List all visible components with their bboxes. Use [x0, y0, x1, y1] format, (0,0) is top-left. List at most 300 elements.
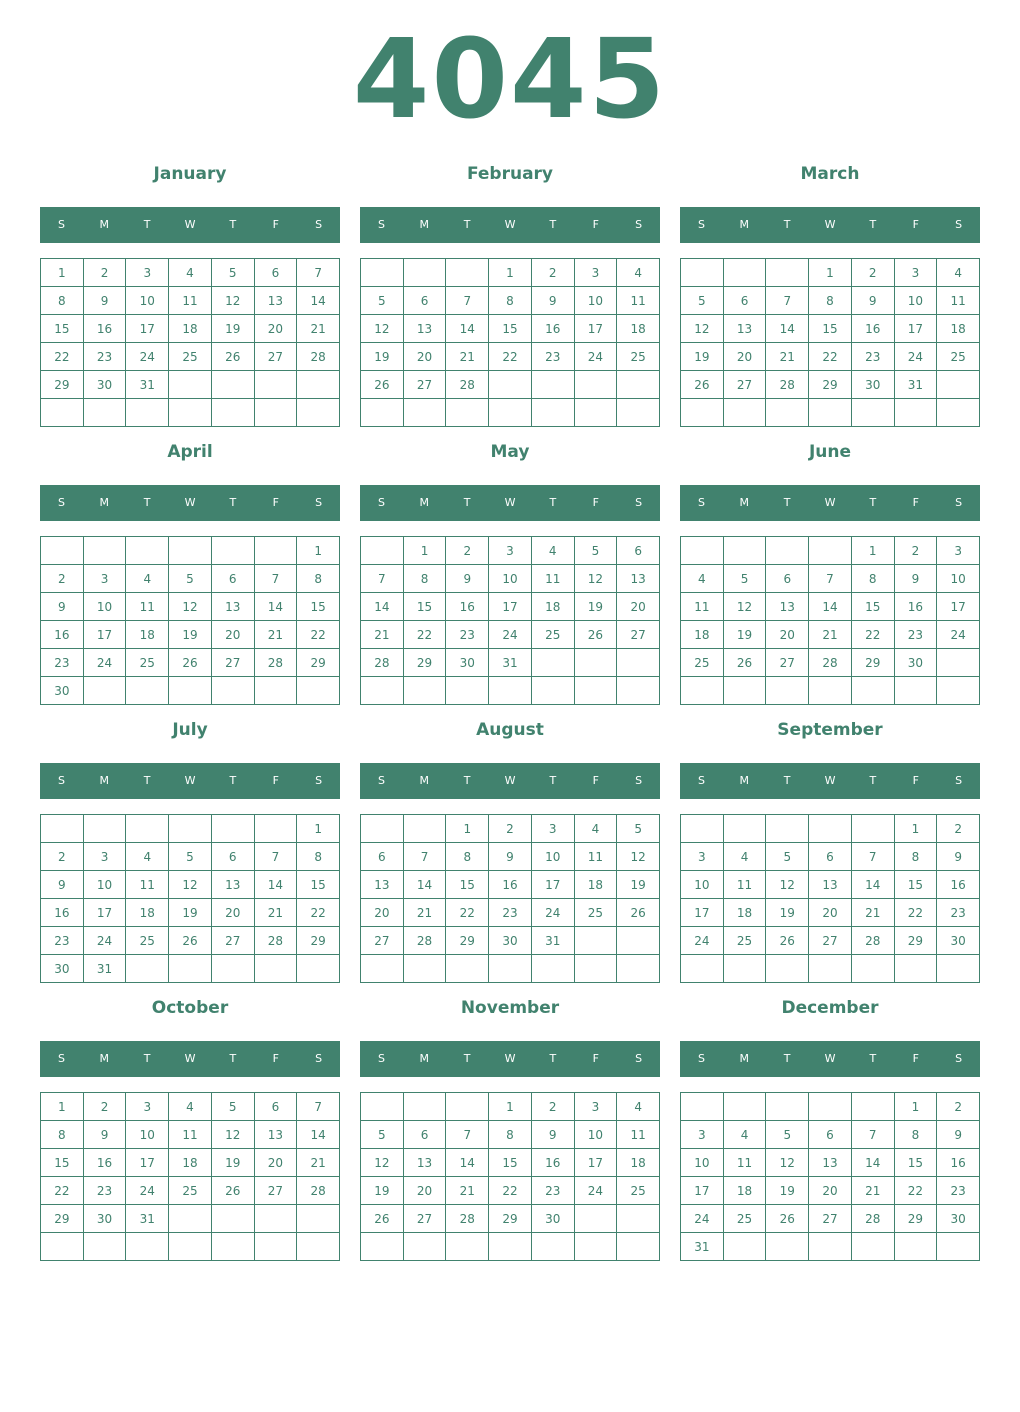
day-cell [255, 537, 298, 565]
day-cell: 18 [724, 899, 767, 927]
weekday-header: W [184, 496, 196, 509]
day-cell: 25 [126, 649, 169, 677]
day-cell: 5 [361, 1121, 404, 1149]
day-grid [680, 258, 980, 427]
day-cell: 9 [446, 565, 489, 593]
day-cell [617, 399, 660, 427]
weekday-header-bar [680, 207, 980, 243]
weekday-header: W [504, 774, 516, 787]
day-cell: 25 [617, 1177, 660, 1205]
day-cell [575, 677, 618, 705]
day-cell: 19 [361, 343, 404, 371]
day-cell: 30 [937, 1205, 980, 1233]
day-cell: 29 [404, 649, 447, 677]
weekday-header: M [739, 774, 750, 787]
day-cell [809, 815, 852, 843]
day-cell: 30 [532, 1205, 575, 1233]
weekday-header: S [697, 496, 705, 509]
day-cell: 17 [84, 621, 127, 649]
day-cell [169, 815, 212, 843]
day-cell [404, 1233, 447, 1261]
weekday-header: S [955, 774, 963, 787]
day-cell [255, 677, 298, 705]
day-cell: 19 [766, 899, 809, 927]
day-cell: 31 [681, 1233, 724, 1261]
day-cell: 29 [446, 927, 489, 955]
day-cell: 25 [617, 343, 660, 371]
day-cell: 22 [895, 899, 938, 927]
day-cell [489, 399, 532, 427]
day-cell: 14 [404, 871, 447, 899]
day-cell: 8 [852, 565, 895, 593]
day-cell: 20 [255, 1149, 298, 1177]
day-cell [766, 259, 809, 287]
day-cell: 9 [489, 843, 532, 871]
day-cell: 6 [212, 843, 255, 871]
day-cell: 1 [404, 537, 447, 565]
day-cell [255, 1233, 298, 1261]
day-cell: 3 [84, 565, 127, 593]
month-name: July [172, 720, 208, 740]
day-cell: 25 [724, 1205, 767, 1233]
weekday-header: S [377, 774, 385, 787]
day-cell: 16 [84, 1149, 127, 1177]
day-cell: 16 [41, 621, 84, 649]
day-cell [681, 677, 724, 705]
day-cell: 31 [532, 927, 575, 955]
day-cell: 9 [532, 287, 575, 315]
day-cell [404, 815, 447, 843]
day-cell [617, 927, 660, 955]
day-cell: 27 [212, 649, 255, 677]
day-cell: 12 [766, 871, 809, 899]
day-cell: 10 [681, 1149, 724, 1177]
day-cell: 12 [169, 593, 212, 621]
weekday-header-bar [360, 763, 660, 799]
day-cell: 2 [84, 259, 127, 287]
day-cell [212, 815, 255, 843]
weekday-header: S [315, 1052, 323, 1065]
day-cell: 21 [297, 315, 340, 343]
day-cell: 14 [297, 1121, 340, 1149]
day-cell: 26 [575, 621, 618, 649]
day-cell [809, 1093, 852, 1121]
day-cell: 3 [126, 1093, 169, 1121]
day-cell: 30 [895, 649, 938, 677]
weekday-header: S [635, 218, 643, 231]
day-cell [724, 677, 767, 705]
day-cell [766, 1093, 809, 1121]
day-cell: 6 [724, 287, 767, 315]
day-cell: 10 [489, 565, 532, 593]
day-cell: 13 [361, 871, 404, 899]
day-cell: 24 [126, 1177, 169, 1205]
day-cell: 14 [361, 593, 404, 621]
month-name: March [800, 164, 860, 184]
day-cell: 28 [446, 371, 489, 399]
day-cell [532, 399, 575, 427]
day-cell: 21 [361, 621, 404, 649]
day-cell: 22 [41, 1177, 84, 1205]
day-cell: 24 [937, 621, 980, 649]
day-cell: 17 [126, 315, 169, 343]
day-cell [724, 259, 767, 287]
day-cell: 29 [895, 927, 938, 955]
weekday-header: F [912, 774, 919, 787]
day-cell [404, 399, 447, 427]
day-cell [212, 955, 255, 983]
day-cell [724, 1233, 767, 1261]
day-cell: 16 [532, 1149, 575, 1177]
day-cell: 23 [41, 927, 84, 955]
day-cell: 2 [446, 537, 489, 565]
day-cell: 28 [255, 927, 298, 955]
day-cell: 16 [532, 315, 575, 343]
day-cell: 3 [575, 259, 618, 287]
month-name: October [151, 998, 229, 1018]
day-cell: 23 [84, 343, 127, 371]
day-cell [169, 1233, 212, 1261]
day-grid [360, 1092, 660, 1261]
day-cell: 6 [361, 843, 404, 871]
day-cell: 22 [297, 899, 340, 927]
day-cell: 22 [895, 1177, 938, 1205]
day-cell: 24 [84, 649, 127, 677]
day-cell: 3 [126, 259, 169, 287]
weekday-header: W [504, 496, 516, 509]
day-cell: 6 [809, 1121, 852, 1149]
day-cell: 18 [724, 1177, 767, 1205]
day-cell: 22 [489, 1177, 532, 1205]
day-cell: 17 [126, 1149, 169, 1177]
day-cell [361, 1233, 404, 1261]
day-cell [532, 649, 575, 677]
day-cell: 27 [212, 927, 255, 955]
day-cell: 9 [532, 1121, 575, 1149]
weekday-header: W [184, 1052, 196, 1065]
day-cell: 16 [937, 1149, 980, 1177]
weekday-header: S [377, 1052, 385, 1065]
day-cell: 9 [41, 871, 84, 899]
day-cell: 10 [126, 287, 169, 315]
day-cell: 23 [532, 343, 575, 371]
day-cell: 17 [532, 871, 575, 899]
day-cell: 9 [895, 565, 938, 593]
day-cell [212, 537, 255, 565]
day-cell: 6 [809, 843, 852, 871]
day-cell: 26 [766, 1205, 809, 1233]
weekday-header: F [592, 1052, 599, 1065]
day-cell: 29 [297, 927, 340, 955]
day-cell [169, 371, 212, 399]
day-cell: 25 [681, 649, 724, 677]
day-cell: 13 [404, 315, 447, 343]
day-cell [937, 1233, 980, 1261]
day-cell: 15 [895, 871, 938, 899]
day-cell: 3 [84, 843, 127, 871]
weekday-header: F [912, 1052, 919, 1065]
day-cell: 26 [681, 371, 724, 399]
day-cell [575, 399, 618, 427]
day-cell [724, 815, 767, 843]
day-cell [681, 399, 724, 427]
weekday-header: S [377, 218, 385, 231]
day-cell: 13 [255, 1121, 298, 1149]
day-cell: 27 [255, 1177, 298, 1205]
weekday-header: T [783, 218, 791, 231]
day-cell: 20 [404, 343, 447, 371]
day-cell [532, 1233, 575, 1261]
day-cell: 4 [169, 1093, 212, 1121]
day-cell: 19 [575, 593, 618, 621]
weekday-header-bar [40, 763, 340, 799]
month-name: May [490, 442, 530, 462]
day-cell: 30 [489, 927, 532, 955]
weekday-header-bar [360, 485, 660, 521]
day-cell: 5 [361, 287, 404, 315]
day-cell: 27 [809, 1205, 852, 1233]
month-name: December [781, 998, 879, 1018]
day-cell: 21 [809, 621, 852, 649]
day-cell [404, 1093, 447, 1121]
day-cell [489, 955, 532, 983]
day-cell [766, 677, 809, 705]
day-cell: 18 [575, 871, 618, 899]
day-cell: 24 [532, 899, 575, 927]
day-cell [766, 1233, 809, 1261]
day-cell: 25 [937, 343, 980, 371]
day-cell: 7 [255, 565, 298, 593]
day-cell [126, 677, 169, 705]
day-cell: 4 [532, 537, 575, 565]
day-cell: 13 [809, 871, 852, 899]
day-grid [40, 536, 340, 705]
day-cell [724, 537, 767, 565]
day-cell: 14 [766, 315, 809, 343]
day-cell: 8 [895, 1121, 938, 1149]
weekday-header: F [272, 496, 279, 509]
day-cell [724, 955, 767, 983]
day-cell: 26 [212, 343, 255, 371]
day-cell [169, 955, 212, 983]
day-cell: 4 [681, 565, 724, 593]
day-cell: 18 [169, 315, 212, 343]
weekday-header-bar [40, 207, 340, 243]
weekday-header: T [143, 1052, 151, 1065]
day-cell: 16 [852, 315, 895, 343]
day-cell: 2 [489, 815, 532, 843]
day-cell: 21 [766, 343, 809, 371]
day-cell [255, 399, 298, 427]
day-cell: 12 [681, 315, 724, 343]
day-cell: 20 [809, 899, 852, 927]
day-cell: 29 [297, 649, 340, 677]
day-cell: 21 [852, 899, 895, 927]
day-cell: 13 [809, 1149, 852, 1177]
weekday-header: T [463, 774, 471, 787]
day-cell [212, 399, 255, 427]
weekday-header-bar [680, 763, 980, 799]
day-cell [809, 537, 852, 565]
day-cell: 25 [126, 927, 169, 955]
day-cell: 9 [937, 843, 980, 871]
day-cell: 7 [297, 259, 340, 287]
day-cell: 3 [681, 1121, 724, 1149]
day-cell: 5 [724, 565, 767, 593]
day-cell: 10 [895, 287, 938, 315]
weekday-header: T [549, 1052, 557, 1065]
weekday-header: T [869, 218, 877, 231]
day-cell: 25 [532, 621, 575, 649]
day-cell: 11 [724, 871, 767, 899]
weekday-header: T [869, 496, 877, 509]
day-cell [895, 955, 938, 983]
day-cell: 19 [724, 621, 767, 649]
weekday-header: T [229, 218, 237, 231]
weekday-header: F [592, 774, 599, 787]
day-cell: 19 [212, 315, 255, 343]
day-cell [809, 677, 852, 705]
day-cell [41, 1233, 84, 1261]
day-cell [617, 371, 660, 399]
day-cell: 11 [724, 1149, 767, 1177]
day-cell: 17 [575, 1149, 618, 1177]
day-cell: 16 [41, 899, 84, 927]
weekday-header: S [955, 218, 963, 231]
weekday-header: S [635, 774, 643, 787]
day-cell: 26 [169, 649, 212, 677]
day-cell [361, 399, 404, 427]
day-cell: 8 [489, 287, 532, 315]
day-cell: 10 [84, 593, 127, 621]
weekday-header: S [57, 774, 65, 787]
day-cell: 7 [809, 565, 852, 593]
day-cell [126, 1233, 169, 1261]
day-cell: 28 [809, 649, 852, 677]
day-cell: 21 [255, 899, 298, 927]
day-cell [575, 927, 618, 955]
day-cell: 9 [852, 287, 895, 315]
day-cell: 29 [41, 1205, 84, 1233]
day-cell: 24 [575, 1177, 618, 1205]
day-cell [126, 399, 169, 427]
day-cell [724, 1093, 767, 1121]
day-cell: 12 [212, 1121, 255, 1149]
weekday-header: S [635, 496, 643, 509]
day-cell [361, 537, 404, 565]
day-cell: 8 [489, 1121, 532, 1149]
day-cell [446, 399, 489, 427]
day-cell: 14 [255, 871, 298, 899]
day-cell: 15 [852, 593, 895, 621]
day-cell: 10 [681, 871, 724, 899]
day-cell: 8 [297, 843, 340, 871]
day-cell [255, 1205, 298, 1233]
day-cell: 1 [895, 1093, 938, 1121]
day-cell: 11 [169, 1121, 212, 1149]
day-cell [361, 955, 404, 983]
day-cell: 2 [532, 1093, 575, 1121]
weekday-header: T [463, 1052, 471, 1065]
day-cell: 23 [446, 621, 489, 649]
day-cell: 18 [617, 315, 660, 343]
weekday-header: S [315, 218, 323, 231]
year-title: 4045 [352, 15, 668, 143]
weekday-header: W [504, 1052, 516, 1065]
day-cell [446, 677, 489, 705]
day-cell: 12 [361, 315, 404, 343]
day-cell: 21 [404, 899, 447, 927]
day-cell: 24 [126, 343, 169, 371]
day-cell [361, 259, 404, 287]
weekday-header: W [824, 496, 836, 509]
day-cell [446, 1233, 489, 1261]
weekday-header-bar [680, 1041, 980, 1077]
day-cell [84, 815, 127, 843]
day-cell: 25 [575, 899, 618, 927]
day-cell: 19 [212, 1149, 255, 1177]
day-cell [895, 677, 938, 705]
day-cell: 28 [361, 649, 404, 677]
day-cell: 22 [404, 621, 447, 649]
month-name: November [460, 998, 560, 1018]
day-cell: 2 [532, 259, 575, 287]
weekday-header: S [315, 774, 323, 787]
day-cell [446, 1093, 489, 1121]
day-cell [297, 1233, 340, 1261]
weekday-header: T [783, 496, 791, 509]
day-cell: 31 [84, 955, 127, 983]
day-cell: 14 [255, 593, 298, 621]
day-cell: 10 [575, 287, 618, 315]
day-cell: 20 [255, 315, 298, 343]
day-cell: 1 [297, 815, 340, 843]
day-cell: 3 [937, 537, 980, 565]
day-cell: 5 [681, 287, 724, 315]
day-cell [489, 1233, 532, 1261]
day-cell: 27 [404, 371, 447, 399]
day-cell: 6 [766, 565, 809, 593]
day-cell: 18 [937, 315, 980, 343]
day-cell: 10 [84, 871, 127, 899]
day-grid [680, 1092, 980, 1261]
day-cell: 7 [852, 843, 895, 871]
weekday-header-bar [40, 1041, 340, 1077]
day-cell: 28 [446, 1205, 489, 1233]
day-cell: 20 [404, 1177, 447, 1205]
day-cell: 12 [169, 871, 212, 899]
month-name: January [153, 164, 227, 184]
day-cell: 1 [852, 537, 895, 565]
day-cell: 22 [41, 343, 84, 371]
day-cell [575, 649, 618, 677]
day-cell: 29 [41, 371, 84, 399]
weekday-header: M [419, 496, 430, 509]
day-cell: 26 [361, 371, 404, 399]
weekday-header: F [912, 218, 919, 231]
day-cell: 15 [41, 315, 84, 343]
day-cell: 22 [852, 621, 895, 649]
day-cell: 14 [446, 1149, 489, 1177]
day-cell [489, 677, 532, 705]
day-cell: 23 [532, 1177, 575, 1205]
day-cell: 16 [84, 315, 127, 343]
day-cell [575, 371, 618, 399]
day-cell: 21 [446, 343, 489, 371]
day-cell: 11 [617, 287, 660, 315]
day-cell: 3 [681, 843, 724, 871]
day-cell [169, 537, 212, 565]
